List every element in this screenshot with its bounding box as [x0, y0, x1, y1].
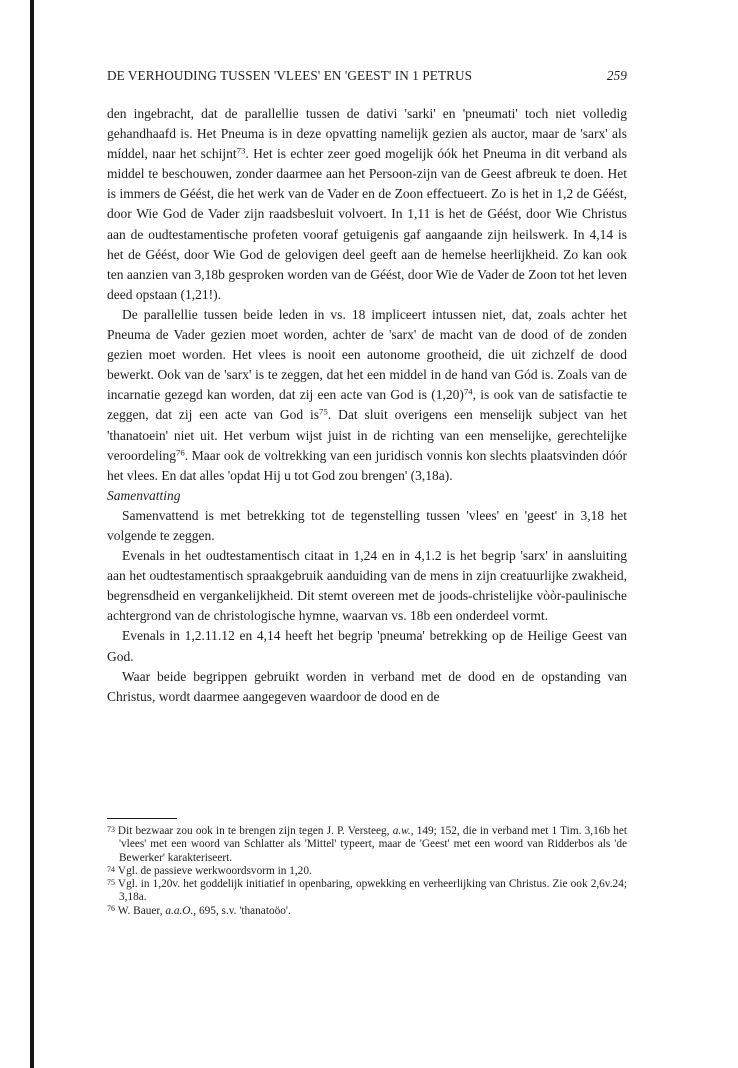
footnote-ref-73[interactable]: 73 [236, 145, 246, 156]
footnote-76: $^{76}$ W. Bauer, a.a.O., 695, s.v. 'thanatoöo'. [107, 904, 291, 917]
main-text [107, 104, 627, 707]
footnote-ref-75[interactable]: 75 [319, 407, 328, 418]
paragraph-5: Evenals in 1,2.11.12 en 4,14 heeft het begrip 'pneuma' betrekking op de Heilige Geest van God. [107, 628, 627, 664]
footnote-74: $^{74}$ Vgl. de passieve werkwoordsvorm in 1,20. [107, 864, 312, 877]
footnote-73: $^{73}$ Dit bezwaar zou ook in te brengen zijn tegen J. P. Versteeg, a.w., 149; 152, die in verband met 1 Tim. 3,16b het 'vlees' met een woord van Schlatter als 'Mittel' typeert, maar de 'Geest' met een woord van Ridderbos als 'de Bewerker' karakteriseert. [107, 824, 628, 864]
paragraph-2: De parallellie tussen beide leden in vs. 18 impliceert intussen niet, dat, zoals achter het Pneuma de Vader gezien moet worden, achter de 'sarx' de macht van de dood of de zonden gezien moet worden. Het vlees is nooit een autonome grootheid, die uit zichzelf de dood bewerkt. Ook van de 'sarx' is te zeggen, dat het een middel in de hand van Gód is. Zoals van de incarnatie gezegd kan worden, dat zij een acte van God is $(1,20)^{74}$, is ook van de satisfactie te zeggen, dat zij een acte van God $is^{75}$. Dat sluit overigens een menselijk subject van het 'thanatoein' niet uit. Het verbum wijst juist in de richting van een menselijke, gerechtelijke veroordeling$^{76}$. Maar ook de voltrekking van een juridisch vonnis kon slechts plaatsvinden dóór het vlees. En dat alles 'opdat Hij u tot God zou brengen' (3,18a). [107, 306, 628, 483]
running-title: DE VERHOUDING TUSSEN 'VLEES' EN 'GEEST' IN 1 PETRUS [107, 68, 473, 83]
footnote-ref-76[interactable]: 76 [175, 447, 185, 458]
section-heading: Samenvatting [107, 487, 181, 503]
footnotes [107, 825, 627, 918]
footnote-divider [107, 818, 177, 819]
paragraph-1: den ingebracht, dat de parallellie tussen de dativi 'sarki' en 'pneumati' toch niet volledig gehandhaafd is. Het Pneuma is in deze opvatting namelijk gezien als auctor, maar de 'sarx' als míddel, naar het schijnt$^{73}$. Het is echter zeer goed mogelijk óók het Pneuma in dit verband als middel te beschouwen, zonder daarmee aan het Persoon-zijn van de Geest afbreuk te doen. Het is immers de Géést, die het werk van de Vader en de Zoon effectueert. Zo is het in 1,2 de Géést, door Wie God de Vader zijn raadsbesluit volvoert. In 1,11 is het de Géést, door Wie Christus aan de oudtestamentische profeten vooraf getuigenis gaf aangaande zijn heilswerk. In 4,14 is het de Géést, door Wie God de gelovigen deel geeft aan de hemelse heerlijkheid. Zo kan ook ten aanzien van 3,18b gesproken worden van de Géést, door Wie de Vader de Zoon tot het leven deed opstaan (1,21!). [107, 106, 628, 302]
paragraph-3: Samenvattend is met betrekking tot de tegenstelling tussen 'vlees' en 'geest' in 3,18 het volgende te zeggen. [107, 507, 627, 543]
page-binding-edge [30, 0, 34, 1068]
paragraph-6: Waar beide begrippen gebruikt worden in verband met de dood en de opstanding van Christus, wordt daarmee aangegeven waardoor de dood en de [107, 668, 627, 704]
page-number: 259 [606, 68, 627, 83]
footnote-ref-74[interactable]: 74 [463, 386, 473, 397]
paragraph-4: Evenals in het oudtestamentisch citaat in 1,24 en in 4,1.2 is het begrip 'sarx' in aansluiting aan het oudtestamentisch spraakgebruik aanduiding van de mens in zijn creatuurlijke zwakheid, begrensdheid en vergankelijkheid. Dit stemt overeen met de joods-christelijke vòòr-paulinische achtergrond van de christologische hymne, waarvan vs. 18b een onderdeel vormt. [107, 548, 627, 624]
running-header [107, 68, 627, 84]
footnote-75: $^{75}$ Vgl. in 1,20v. het goddelijk initiatief in openbaring, opwekking en verheerlijking van Christus. Zie ook 2,6v.24; 3,18a. [107, 877, 627, 904]
